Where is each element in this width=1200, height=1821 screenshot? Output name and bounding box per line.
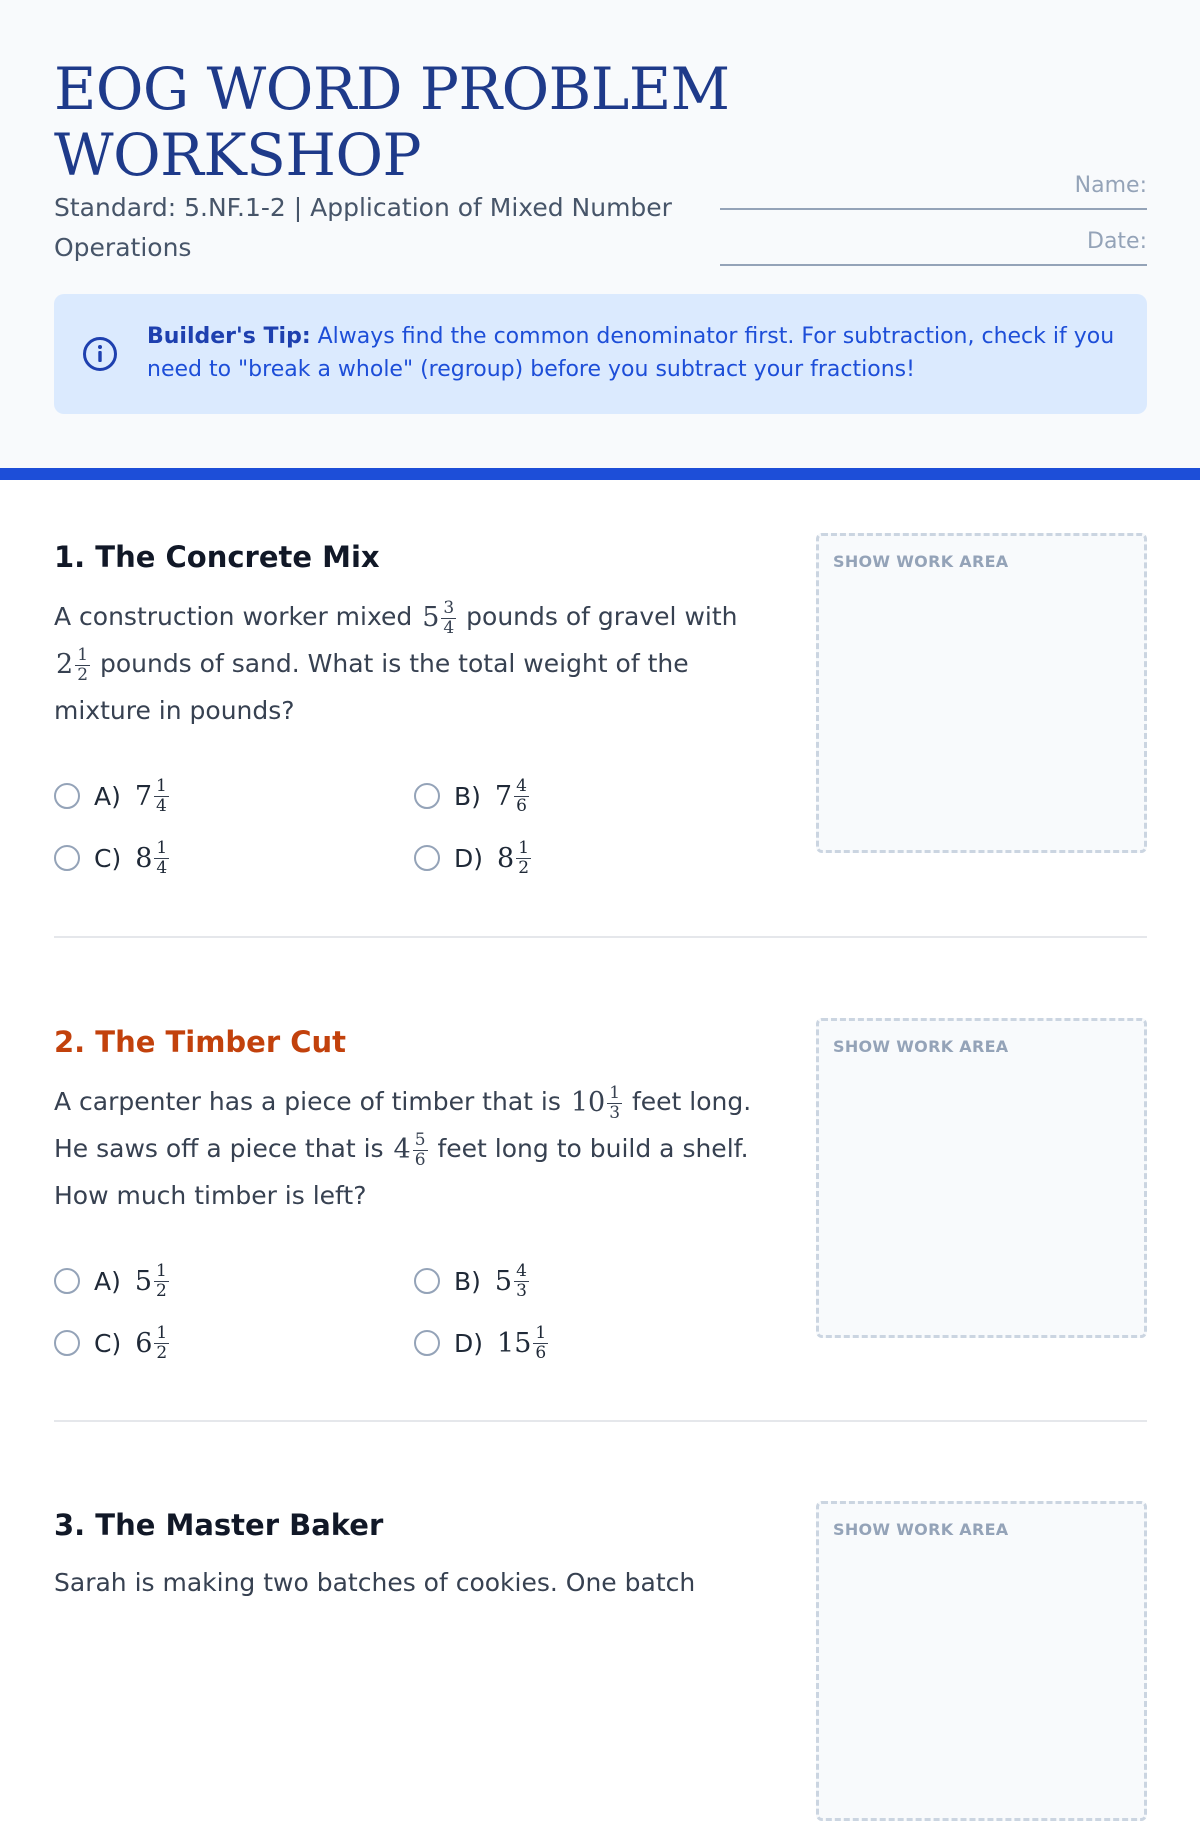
mixed-number bbox=[497, 1324, 548, 1363]
problem-text bbox=[54, 1079, 764, 1219]
info-icon bbox=[82, 336, 118, 372]
radio-button[interactable] bbox=[414, 1330, 440, 1356]
section-divider bbox=[54, 1420, 1147, 1422]
work-area-label: SHOW WORK AREA bbox=[833, 1520, 1009, 1539]
work-area-label: SHOW WORK AREA bbox=[833, 1037, 1009, 1056]
whole-part: 7 bbox=[134, 780, 153, 812]
choice-d[interactable] bbox=[414, 1319, 550, 1367]
denominator: 2 bbox=[156, 1280, 167, 1301]
choice-a[interactable] bbox=[54, 1257, 171, 1305]
denominator: 3 bbox=[516, 1280, 527, 1301]
radio-button[interactable] bbox=[414, 783, 440, 809]
problem-text-part: He saws off a piece that is bbox=[54, 1134, 392, 1163]
problem-text-part: pounds of gravel with bbox=[458, 602, 738, 631]
denominator: 4 bbox=[443, 617, 455, 638]
choice-letter: D) bbox=[454, 843, 484, 873]
choice-letter: A) bbox=[94, 1266, 121, 1296]
show-work-area[interactable] bbox=[816, 533, 1147, 853]
numerator: 1 bbox=[609, 1082, 621, 1103]
problem-text-part: feet long to build a shelf. How much timber is left? bbox=[54, 1134, 749, 1210]
numerator: 1 bbox=[156, 1260, 167, 1281]
denominator: 4 bbox=[156, 857, 168, 878]
tip-text bbox=[147, 320, 1117, 386]
radio-button[interactable] bbox=[54, 1330, 80, 1356]
numerator: 1 bbox=[156, 775, 167, 796]
standard-subtitle: Standard: 5.NF.1-2 | Application of Mixed Number Operations bbox=[54, 193, 672, 262]
mixed-number bbox=[394, 1127, 428, 1173]
problem-text-part: A carpenter has a piece of timber that is bbox=[54, 1087, 569, 1116]
mixed-number bbox=[135, 839, 169, 878]
numerator: 1 bbox=[156, 1322, 168, 1343]
denominator: 6 bbox=[535, 1342, 547, 1363]
whole-part: 8 bbox=[135, 842, 153, 874]
numerator: 4 bbox=[516, 1260, 527, 1281]
problem-text-part: Sarah is making two batches of cookies. One batch bbox=[54, 1568, 696, 1597]
date-field[interactable] bbox=[720, 228, 1147, 266]
problem-text bbox=[54, 1560, 764, 1606]
problem-title: 1. The Concrete Mix bbox=[54, 540, 380, 574]
mixed-number bbox=[495, 1262, 529, 1301]
mixed-number bbox=[135, 1324, 169, 1363]
mixed-number bbox=[495, 777, 529, 816]
whole-part: 5 bbox=[494, 1265, 513, 1297]
denominator: 2 bbox=[77, 664, 89, 685]
choice-d[interactable] bbox=[414, 834, 533, 882]
whole-part: 4 bbox=[393, 1134, 411, 1165]
whole-part: 8 bbox=[497, 842, 515, 874]
work-area-label: SHOW WORK AREA bbox=[833, 552, 1009, 571]
choice-b[interactable] bbox=[414, 1257, 531, 1305]
numerator: 1 bbox=[77, 644, 89, 665]
mixed-number bbox=[135, 777, 169, 816]
choice-letter: D) bbox=[454, 1328, 484, 1358]
choice-c[interactable] bbox=[54, 834, 171, 882]
radio-button[interactable] bbox=[54, 845, 80, 871]
denominator: 2 bbox=[518, 857, 530, 878]
date-label: Date: bbox=[1087, 229, 1147, 254]
denominator: 3 bbox=[609, 1102, 621, 1123]
denominator: 4 bbox=[156, 795, 167, 816]
whole-part: 2 bbox=[56, 649, 74, 680]
name-field[interactable] bbox=[720, 172, 1147, 210]
numerator: 5 bbox=[414, 1129, 426, 1150]
whole-part: 6 bbox=[135, 1327, 153, 1359]
choice-letter: A) bbox=[94, 781, 121, 811]
problem-text-part: feet long. bbox=[624, 1087, 752, 1116]
show-work-area[interactable] bbox=[816, 1018, 1147, 1338]
radio-button[interactable] bbox=[54, 1268, 80, 1294]
choice-letter: C) bbox=[94, 1328, 122, 1358]
whole-part: 5 bbox=[134, 1265, 153, 1297]
problem-text-part: A construction worker mixed bbox=[54, 602, 421, 631]
problem-title: 3. The Master Baker bbox=[54, 1508, 384, 1542]
section-divider bbox=[54, 936, 1147, 938]
problem-title: 2. The Timber Cut bbox=[54, 1025, 347, 1059]
mixed-number bbox=[497, 839, 531, 878]
problem-text-part: pounds of sand. What is the total weight of the mixture in pounds? bbox=[54, 649, 689, 725]
radio-button[interactable] bbox=[414, 1268, 440, 1294]
name-label: Name: bbox=[1074, 173, 1147, 198]
radio-button[interactable] bbox=[54, 783, 80, 809]
whole-part: 5 bbox=[422, 602, 440, 633]
choice-b[interactable] bbox=[414, 772, 531, 820]
numerator: 1 bbox=[535, 1322, 547, 1343]
show-work-area[interactable] bbox=[816, 1501, 1147, 1821]
whole-part: 15 bbox=[497, 1327, 532, 1359]
numerator: 4 bbox=[516, 775, 527, 796]
builders-tip-callout bbox=[54, 294, 1147, 414]
tip-label: Builder's Tip: bbox=[147, 324, 311, 349]
mixed-number bbox=[422, 595, 456, 641]
choice-a[interactable] bbox=[54, 772, 171, 820]
worksheet-header bbox=[0, 0, 1200, 468]
whole-part: 10 bbox=[570, 1087, 606, 1118]
choice-letter: B) bbox=[454, 1266, 481, 1296]
whole-part: 7 bbox=[494, 780, 513, 812]
header-accent-bar bbox=[0, 468, 1200, 480]
mixed-number bbox=[571, 1080, 622, 1126]
problem-text bbox=[54, 594, 764, 734]
mixed-number bbox=[56, 642, 90, 688]
choice-letter: B) bbox=[454, 781, 481, 811]
denominator: 6 bbox=[414, 1149, 426, 1170]
radio-button[interactable] bbox=[414, 845, 440, 871]
numerator: 1 bbox=[518, 837, 530, 858]
denominator: 2 bbox=[156, 1342, 168, 1363]
choice-c[interactable] bbox=[54, 1319, 171, 1367]
numerator: 1 bbox=[156, 837, 168, 858]
denominator: 6 bbox=[516, 795, 527, 816]
tip-body: Always find the common denominator first. For subtraction, check if you need to "break a whole" (regroup) before you subtract your fractions! bbox=[147, 324, 1115, 382]
worksheet-title: EOG WORD PROBLEM WORKSHOP bbox=[54, 55, 730, 189]
choice-letter: C) bbox=[94, 843, 122, 873]
numerator: 3 bbox=[443, 597, 455, 618]
mixed-number bbox=[135, 1262, 169, 1301]
